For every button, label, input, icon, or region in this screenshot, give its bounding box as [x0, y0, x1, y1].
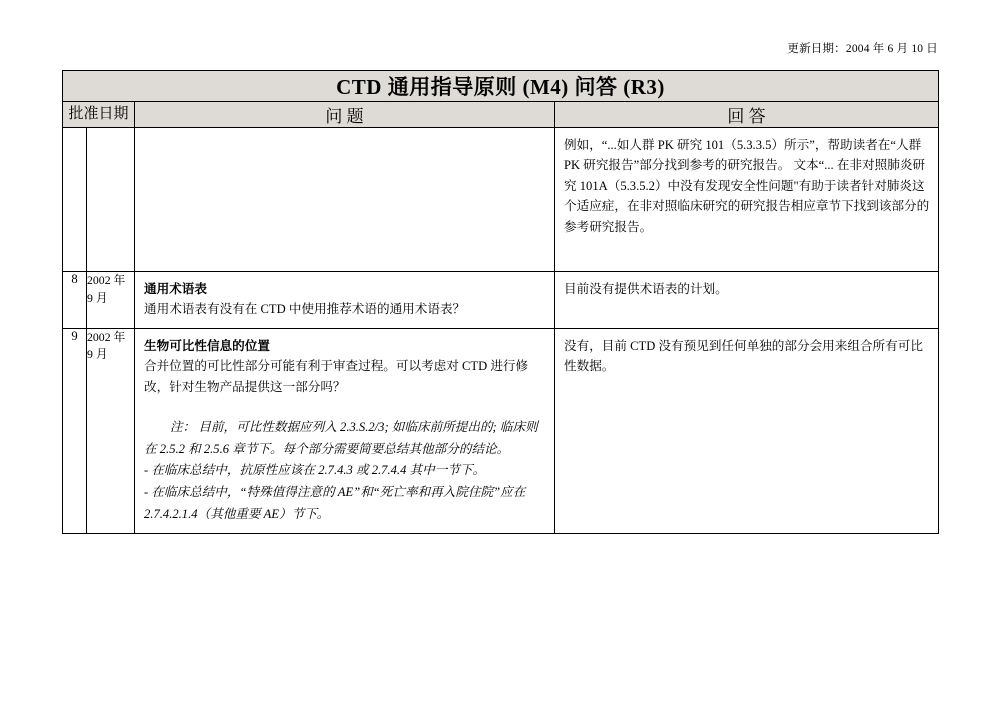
answer-paragraph: 例如，“...如人群 PK 研究 101（5.3.3.5）所示”，帮助读者在“人群 PK 研究报告”部分找到参考的研究报告。 文本“... 在非对照肺炎研究 101A（5.3.5.2）中没有发现安全性问题"有助于读者针对肺炎这个适应症，在非对照临床研究的研究报告相应章节下找到该部分的参考研究报告。 — [564, 138, 930, 234]
column-header-approval-date: 批准日期 — [63, 102, 135, 128]
answer-body — [555, 272, 938, 307]
table-header-row — [63, 102, 939, 128]
answer-paragraph: 没有，目前 CTD 没有预见到任何单独的部分会用来组合所有可比性数据。 — [564, 338, 923, 374]
question-title: 通用术语表 — [144, 282, 207, 296]
question-paragraph: 合并位置的可比性部分可能有利于审查过程。可以考虑对 CTD 进行修改，针对生物产品提供这一部分吗？ — [144, 359, 529, 394]
answer-body — [555, 128, 938, 245]
document-title: CTD 通用指导原则 (M4) 问答 (R3) — [63, 71, 939, 102]
question-body — [135, 272, 554, 328]
row-date: 2002 年 9 月 — [87, 272, 135, 329]
table-row — [63, 272, 939, 329]
row-date: 2002 年 9 月 — [87, 328, 135, 533]
question-paragraph: 通用术语表有没有在 CTD 中使用推荐术语的通用术语表？ — [144, 302, 466, 317]
question-note — [144, 417, 546, 525]
question-body — [135, 329, 554, 533]
row-answer — [555, 128, 939, 272]
column-header-answer: 回 答 — [555, 102, 939, 128]
row-number — [63, 128, 87, 272]
table-row — [63, 328, 939, 533]
row-question — [135, 272, 555, 329]
row-question — [135, 128, 555, 272]
row-question — [135, 328, 555, 533]
question-body — [135, 128, 554, 271]
question-note-item: - 在临床总结中，抗原性应该在 2.7.4.3 或 2.7.4.4 其中一节下。 — [144, 463, 486, 478]
question-title: 生物可比性信息的位置 — [144, 338, 270, 353]
row-answer — [555, 272, 939, 329]
table-title-row — [63, 71, 939, 102]
answer-paragraph: 目前没有提供术语表的计划。 — [564, 282, 728, 296]
row-number: 9 — [63, 328, 87, 533]
column-header-question: 问 题 — [135, 102, 555, 128]
row-answer — [555, 328, 939, 533]
row-number: 8 — [63, 272, 87, 329]
table-row — [63, 128, 939, 272]
question-note-item: - 在临床总结中，“特殊值得注意的 AE”和“死亡率和再入院住院”应在 2.7.4.2.1.4（其他重要 AE）节下。 — [144, 484, 526, 521]
question-note-lead: 注： 目前，可比性数据应列入 2.3.S.2/3; 如临床前所提出的; 临床则在 2.5.2 和 2.5.6 章节下。每个部分需要简要总结其他部分的结论。 — [144, 419, 538, 456]
qa-table — [62, 70, 939, 534]
update-date: 更新日期：2004 年 6 月 10 日 — [787, 43, 938, 55]
row-date — [87, 128, 135, 272]
answer-body — [555, 329, 938, 385]
